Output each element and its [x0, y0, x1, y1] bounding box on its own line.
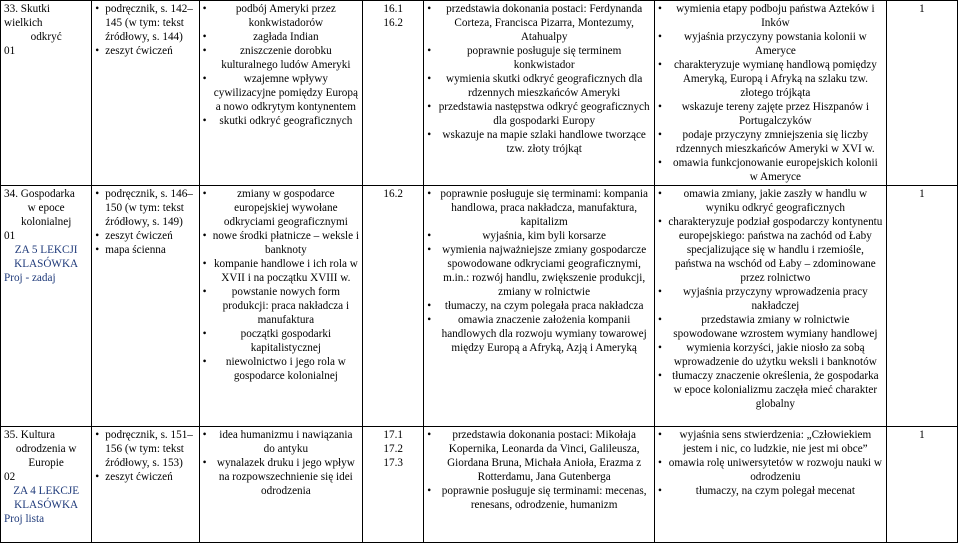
basic-requirements-cell [424, 186, 655, 427]
requirement-number: 17.1 [383, 429, 403, 441]
list-item-text: • idea humanizmu i nawiązania do antyku [219, 429, 353, 455]
list-item [427, 128, 651, 156]
list-item-text: zeszyt ćwiczeń [105, 471, 173, 483]
hours-value: 1 [919, 3, 925, 15]
list-item [95, 2, 195, 44]
list-item-text: • przedstawia zmiany w rolnictwie spowodowane wzrostem wymiany handlowej [673, 314, 878, 340]
list-item [95, 243, 195, 257]
list-item-text: • kompanie handlowe i ich rola w XVII i na początku XVIII w. [213, 258, 358, 284]
list-item [95, 229, 195, 243]
list-item [658, 369, 883, 411]
topic-title-line: 35. Kultura [4, 429, 55, 441]
requirements-cell [363, 186, 424, 427]
content-cell [199, 1, 363, 186]
topic-title-line: odkryć [30, 31, 62, 43]
requirements-cell [363, 1, 424, 186]
requirement-number: 17.2 [383, 443, 403, 455]
list-item-text: • wyjaśnia sens stwierdzenia: „Człowiekiem jestem i nic, co ludzkie, nie jest mi obce” [679, 429, 872, 455]
requirement-number: 16.2 [383, 188, 403, 200]
list-item-text: • tłumaczy, na czym polegała praca nakładcza [444, 300, 644, 312]
topic-cell [1, 186, 92, 427]
list-item [203, 456, 360, 498]
topic-cell [1, 1, 92, 186]
list-item-text: • omawia zmiany, jakie zaszły w handlu w wyniku odkryć geograficznych [683, 188, 868, 214]
list-item [95, 428, 195, 470]
list-item [658, 128, 883, 156]
list-item [203, 72, 360, 114]
basic-requirements-cell-list [427, 428, 651, 512]
table-row [1, 186, 958, 427]
list-item-text: • nowe środki płatnicze – weksle i banknoty [212, 230, 360, 256]
list-item [427, 243, 651, 299]
list-item [203, 187, 360, 229]
basic-requirements-cell [424, 1, 655, 186]
list-item [427, 44, 651, 72]
topic-cell [1, 427, 92, 543]
list-item-text: • podaje przyczyny zmniejszenia się liczby rdzennych mieszkańców Ameryki w XVI w. [676, 129, 875, 155]
list-item-text: zeszyt ćwiczeń [105, 230, 173, 242]
list-item-text: • wskazuje tereny zajęte przez Hiszpanów i Portugalczyków [681, 101, 870, 127]
list-item-text: • poprawnie posługuje się terminem konkwistador [466, 45, 622, 71]
basic-requirements-cell-list [427, 2, 651, 156]
list-item-text: • niewolnictwo i jego rola w gospodarce kolonialnej [225, 356, 346, 382]
topic-code: 01 [4, 230, 16, 242]
list-item [427, 100, 651, 128]
list-item-text: • wymienia skutki odkryć geograficznych dla rdzennych mieszkańców Ameryki [445, 73, 643, 99]
sources-cell-list [95, 2, 195, 58]
content-cell-list [203, 2, 360, 128]
requirement-number: 16.2 [383, 17, 403, 29]
requirement-number: 16.1 [383, 3, 403, 15]
list-item [658, 285, 883, 313]
list-item [658, 215, 883, 285]
requirement-number: 17.3 [383, 457, 403, 469]
topic-note: ZA 4 LEKCJE [13, 485, 80, 497]
sources-cell [92, 1, 199, 186]
table-row [1, 427, 958, 543]
list-item-text: • przedstawia dokonania postaci: Mikołaja Kopernika, Leonarda da Vinci, Galileusza, Giordana Bruna, Michała Anioła, Erazma z Rotterdamu, Jana Gutenberga [447, 429, 642, 483]
content-cell [199, 427, 363, 543]
sources-cell-list [95, 187, 195, 257]
list-item-text: • przedstawia następstwa odkryć geograficznych dla gospodarki Europy [438, 101, 650, 127]
extended-requirements-cell-list [658, 428, 883, 498]
list-item [427, 428, 651, 484]
list-item-text: • powstanie nowych form produkcji: praca nakładcza i manufaktura [222, 286, 350, 326]
list-item [427, 229, 651, 243]
topic-title-line: w epoce [27, 202, 65, 214]
list-item [658, 156, 883, 184]
topic-title-line: 33. Skutki wielkich [4, 3, 51, 29]
content-cell-list [203, 428, 360, 498]
extended-requirements-cell [655, 186, 887, 427]
topic-title-line: 34. Gospodarka [4, 188, 75, 200]
list-item-text: • tłumaczy, na czym polegał mecenat [695, 485, 855, 497]
list-item [658, 100, 883, 128]
list-item [95, 187, 195, 229]
sources-cell-list [95, 428, 195, 484]
topic-note: ZA 5 LEKCJI [14, 244, 78, 256]
list-item [203, 30, 360, 44]
list-item [427, 484, 651, 512]
list-item [658, 456, 883, 484]
list-item-text: • poprawnie posługuje się terminami: kompania handlowa, praca nakładcza, manufaktura, kapitalizm [440, 188, 648, 228]
topic-code: 02 [4, 471, 16, 483]
list-item [427, 2, 651, 44]
list-item-text: • omawia funkcjonowanie europejskich kolonii w Ameryce [673, 157, 878, 183]
extended-requirements-cell [655, 1, 887, 186]
basic-requirements-cell-list [427, 187, 651, 355]
list-item-text: • poprawnie posługuje się terminami: mecenas, renesans, odrodzenie, humanizm [441, 485, 647, 511]
list-item [427, 187, 651, 229]
list-item-text: • zmiany w gospodarce europejskiej wywołane odkryciami geograficznymi [223, 188, 348, 228]
list-item-text: • wskazuje na mapie szlaki handlowe tworzące tzw. złoty trójkąt [442, 129, 646, 155]
list-item [203, 2, 360, 30]
list-item-text: • zagłada Indian [253, 31, 319, 43]
basic-requirements-cell [424, 427, 655, 543]
list-item-text: • charakteryzuje podział gospodarczy kontynentu europejskiego: państwa na zachód od Łaby specjalizujące się w handlu i rzemiośle, państwa na wschód od Łaby – zdominowane przez rolnictwo [668, 216, 883, 284]
content-cell [199, 186, 363, 427]
list-item [658, 187, 883, 215]
list-item-text: • podbój Ameryki przez konkwistadorów [235, 3, 336, 29]
list-item-text: • omawia znaczenie założenia kompanii handlowych dla rozwoju wymiany towarowej między Europą a Afryką, Azją i Ameryką [441, 314, 647, 354]
list-item-text: • wyjaśnia przyczyny wprowadzenia pracy nakładczej [682, 286, 868, 312]
topic-code: 01 [4, 45, 16, 57]
topic-project: Proj - zadaj [4, 272, 56, 284]
list-item [203, 229, 360, 257]
hours-cell [886, 186, 957, 427]
extended-requirements-cell-list [658, 187, 883, 411]
list-item [658, 428, 883, 456]
sources-cell [92, 186, 199, 427]
extended-requirements-cell [655, 427, 887, 543]
content-cell-list [203, 187, 360, 383]
list-item [658, 484, 883, 498]
list-item [658, 341, 883, 369]
hours-value: 1 [919, 429, 925, 441]
list-item-text: • skutki odkryć geograficznych [219, 115, 353, 127]
topic-note: KLASÓWKA [14, 258, 79, 270]
sources-cell [92, 427, 199, 543]
list-item [203, 428, 360, 456]
list-item-text: • wymienia etapy podboju państwa Azteków i Inków [676, 3, 875, 29]
topic-note: KLASÓWKA [14, 499, 79, 511]
topic-title-line: odrodzenia w [15, 443, 77, 455]
list-item [658, 58, 883, 100]
list-item [203, 285, 360, 327]
list-item [203, 44, 360, 72]
list-item [658, 313, 883, 341]
list-item-text: • wzajemne wpływy cywilizacyjne pomiędzy Europą a nowo odkrytym kontynentem [213, 73, 358, 113]
list-item [203, 114, 360, 128]
extended-requirements-cell-list [658, 2, 883, 184]
list-item-text: • wyjaśnia, kim byli korsarze [482, 230, 606, 242]
table-row [1, 1, 958, 186]
list-item-text: • przedstawia dokonania postaci: Ferdynanda Corteza, Francisca Pizarra, Montezumy, Atahualpy [446, 3, 643, 43]
list-item-text: • wymienia najważniejsze zmiany gospodarcze spowodowane odkryciami geograficznymi, m.in.: rozwój handlu, zwiększenie produkcji, zmiany w rolnictwie [442, 244, 647, 298]
list-item-text: • zniszczenie dorobku kulturalnego ludów Ameryki [221, 45, 351, 71]
list-item-text: mapa ścienna [105, 244, 166, 256]
list-item [95, 470, 195, 484]
list-item [427, 313, 651, 355]
hours-cell [886, 427, 957, 543]
list-item [427, 299, 651, 313]
list-item-text: • charakteryzuje wymianę handlową pomiędzy Ameryką, Europą i Afryką na szlaku tzw. złotego trójkąta [673, 59, 877, 99]
list-item [427, 72, 651, 100]
list-item [658, 2, 883, 30]
list-item-text: • wyjaśnia przyczyny powstania kolonii w Ameryce [684, 31, 867, 57]
list-item-text: zeszyt ćwiczeń [105, 45, 173, 57]
list-item [95, 44, 195, 58]
hours-value: 1 [919, 188, 925, 200]
list-item-text: podręcznik, s. 142–145 (w tym: tekst źródłowy, s. 144) [105, 3, 193, 43]
list-item [203, 257, 360, 285]
topic-project: Proj lista [4, 513, 45, 525]
list-item-text: • początki gospodarki kapitalistycznej [240, 328, 332, 354]
list-item-text: • wymienia korzyści, jakie niosło za sobą wprowadzenie do użytku weksli i banknotów [673, 342, 877, 368]
list-item-text: • omawia rolę uniwersytetów w rozwoju nauki w odrodzeniu [668, 457, 882, 483]
list-item-text: • tłumaczy znaczenie określenia, że gospodarka w epoce kolonializmu zaczęła mieć charakter globalny [672, 370, 879, 410]
list-item [203, 355, 360, 383]
topic-title-line: Europie [28, 457, 64, 469]
requirements-cell [363, 427, 424, 543]
topic-title-line: kolonialnej [20, 216, 72, 228]
list-item-text: • wynalazek druku i jego wpływ na rozpowszechnienie się idei odrodzenia [216, 457, 355, 497]
hours-cell [886, 1, 957, 186]
list-item [203, 327, 360, 355]
list-item-text: podręcznik, s. 151–156 (w tym: tekst źródłowy, s. 153) [105, 429, 193, 469]
list-item-text: podręcznik, s. 146–150 (w tym: tekst źródłowy, s. 149) [105, 188, 193, 228]
list-item [658, 30, 883, 58]
